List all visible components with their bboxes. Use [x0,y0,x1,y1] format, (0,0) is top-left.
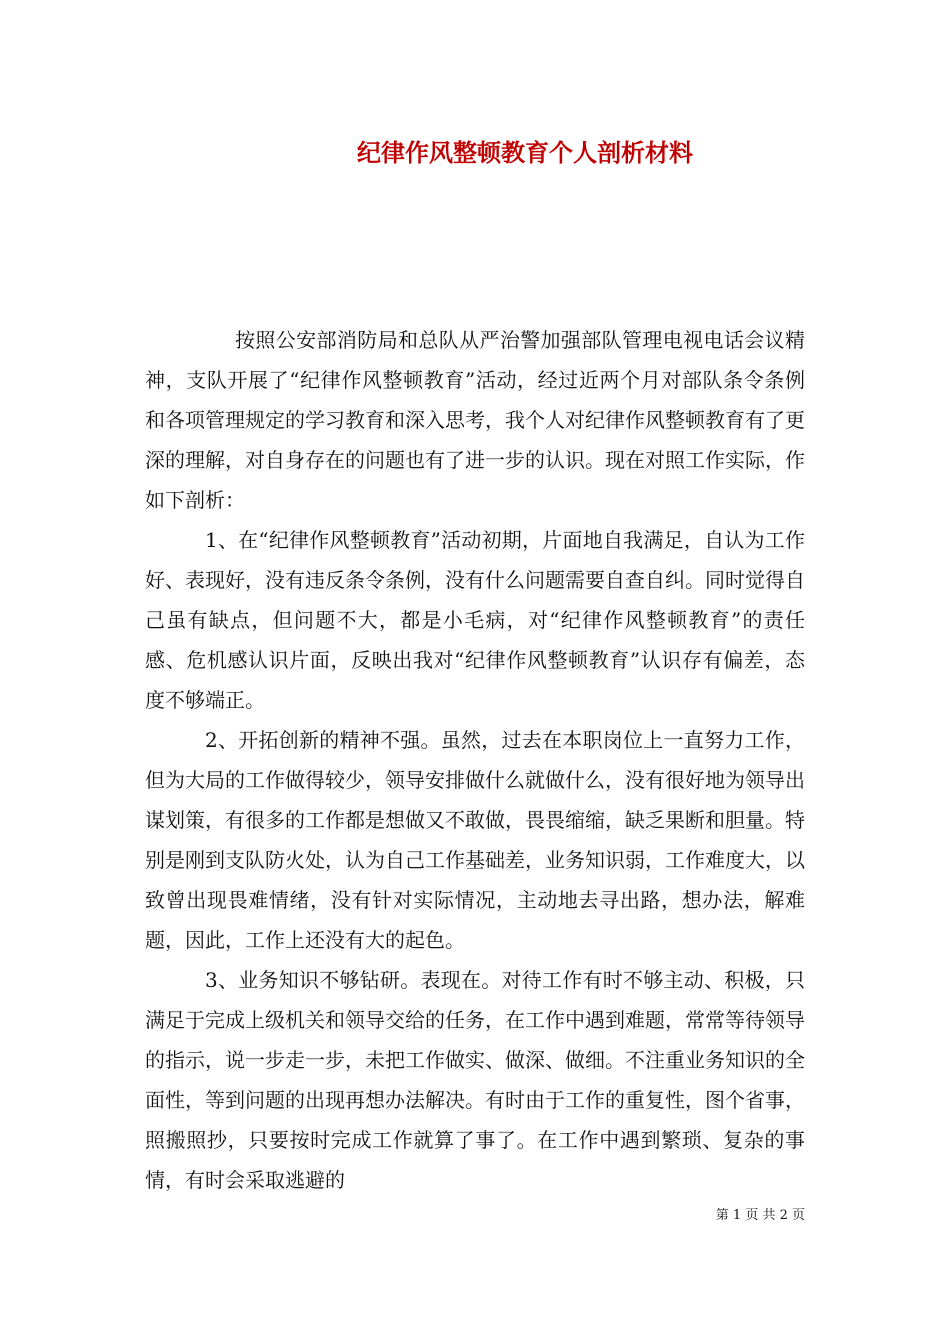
paragraph-point-1: 1、在“纪律作风整顿教育”活动初期，片面地自我满足，自认为工作好、表现好，没有违反条令条例，没有什么问题需要自查自纠。同时觉得自己虽有缺点，但问题不大，都是小毛病，对“纪律作风整顿教育”的责任感、危机感认识片面，反映出我对“纪律作风整顿教育”认识存有偏差，态度不够端正。 [145,528,805,712]
paragraph-intro: 按照公安部消防局和总队从严治警加强部队管理电视电话会议精神，支队开展了“纪律作风整顿教育”活动，经过近两个月对部队条令条例和各项管理规定的学习教育和深入思考，我个人对纪律作风整顿教育有了更深的理解，对自身存在的问题也有了进一步的认识。现在对照工作实际，作如下剖析： [145,328,805,512]
document-title: 纪律作风整顿教育个人剖析材料 [357,138,693,167]
document-body [145,320,805,1200]
paragraph-point-2: 2、开拓创新的精神不强。虽然，过去在本职岗位上一直努力工作，但为大局的工作做得较少，领导安排做什么就做什么，没有很好地为领导出谋划策，有很多的工作都是想做又不敢做，畏畏缩缩，缺乏果断和胆量。特别是刚到支队防火处，认为自己工作基础差，业务知识弱，工作难度大，以致曾出现畏难情绪，没有针对实际情况，主动地去寻出路，想办法，解难题，因此，工作上还没有大的起色。 [145,728,805,952]
page-number: 第 1 页 共 2 页 [715,1208,805,1223]
paragraph-point-3: 3、业务知识不够钻研。表现在。对待工作有时不够主动、积极，只满足于完成上级机关和领导交给的任务，在工作中遇到难题，常常等待领导的指示，说一步走一步，未把工作做实、做深、做细。不注重业务知识的全面性，等到问题的出现再想办法解决。有时由于工作的重复性，图个省事，照搬照抄，只要按时完成工作就算了事了。在工作中遇到繁琐、复杂的事情，有时会采取逃避的 [145,968,805,1192]
